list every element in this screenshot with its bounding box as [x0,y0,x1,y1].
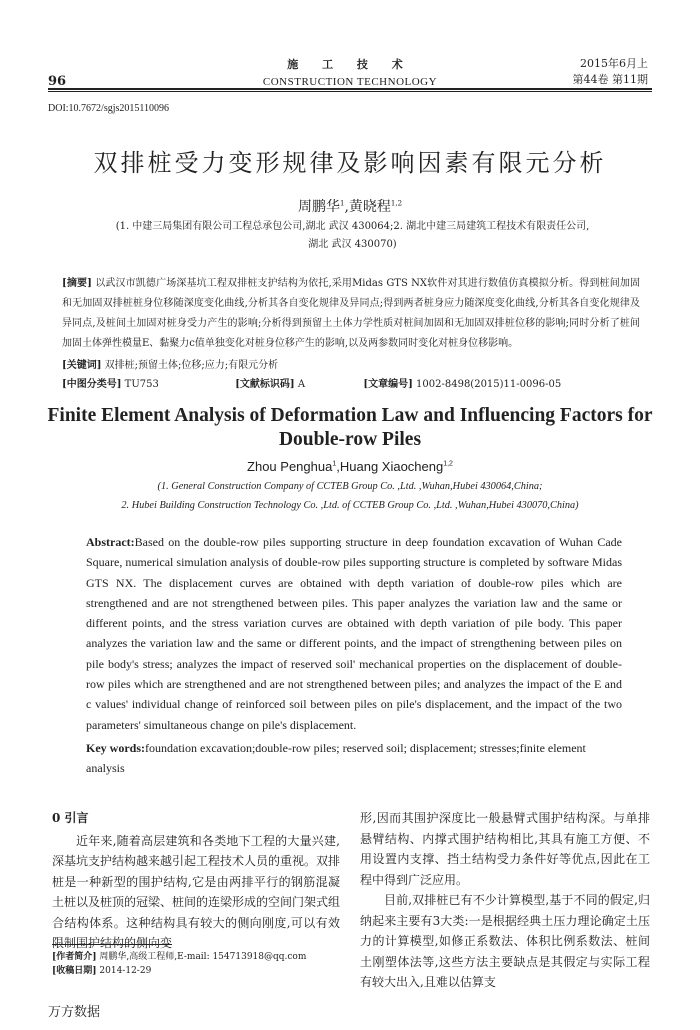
keywords-en [86,738,622,778]
abstract-en [86,532,622,735]
abstract-label: Abstract: [86,535,135,549]
affiliations-en [60,477,640,515]
paragraph: 近年来,随着高层建筑和各类地下工程的大量兴建,深基坑支护结构越来越引起工程技术人员的重视。双排桩是一种新型的围护结构,它是由两排平行的钢筋混凝土桩以及桩顶的冠梁、桩间的连梁形成的空间门架式组合结构体系。这种结构具有较大的侧向刚度,可以有效限制围护结构的侧向变 [52,833,341,950]
footnote-rule [52,944,172,945]
journal-name-cn: 施 工 技 术 [287,58,413,71]
footnote-received [52,964,352,978]
header-rule [48,88,652,90]
affiliations-cn [60,218,645,254]
clc-label: [中图分类号] [62,379,122,390]
doc-code-value: A [297,379,306,390]
author-sup: 1,2 [443,460,453,468]
abstract-text: Based on the double-row piles supporting structure in deep foundation excavation of Wuhan Cade Square, numerical simulation analysis of double-row piles supporting structure is completed by software Midas GTS NX. The displacement curves are obtained with depth variation of double-row piles which are strengthened and are not strengthened between piles. This paper analyzes the variation law and the same or different points, and the stress variation curves are obtained with depth variation of pile body. This paper analyzes the variation law and the same or different points, and the impact of strengthening between piles on pile body's stress; analyzes the impact of reserved soil' mechanical properties on the displacement of double-row piles which are strengthened and are not strengthened between piles; and analyzes the impact of the E and c values' individual change of reinforced soil between piles on pile's displacement, and the impact of the two parameters' simultaneous change on pile's displacement. [86,535,622,732]
doc-code-field [235,375,360,390]
author-name: Zhou Penghua [247,459,333,474]
paragraph: 目前,双排桩已有不少计算模型,基于不同的假定,归纳起来主要有3大类:一是根据经典土压力理论确定土压力的计算模型,如修正系数法、体积比例系数法、桩间土刚塑体法等,这些方法主要缺点是其假定与实际工程有较大出入,且难以估算支 [360,893,650,989]
section-heading: 0 引言 [52,811,89,825]
affiliation-line: 2. Hubei Building Construction Technology Co. ,Ltd. of CCTEB Group Co. ,Ltd. ,Wuhan,Hubei 430070,China) [121,500,579,511]
abstract-text: 以武汉市凯德广场深基坑工程双排桩支护结构为依托,采用Midas GTS NX软件对其进行数值仿真模拟分析。得到桩间加固和无加固双排桩桩身位移随深度变化曲线,分析其各自变化规律及异同点;得到两者桩身应力随深度变化曲线,分析其各自变化规律及异同点,及桩间土加固对桩身受力产生的影响;分析得到预留土土体力学性质对桩间加固和无加固双排桩位移的影响;同时分析了桩间加固土体弹性模量E、黏聚力c值单独变化对桩身位移产生的影响,以及两参数同时变化对桩身位移影响。 [62,278,640,349]
issue-volume: 第44卷 第11期 [572,73,648,86]
affiliation-line: (1. 中建三局集团有限公司工程总承包公司,湖北 武汉 430064;2. 湖北中建三局建筑工程技术有限责任公司, [115,221,590,232]
classification-cn [62,375,640,390]
issue-date: 2015年6月上 [580,57,648,70]
body-column-right [360,808,650,993]
affiliation-line: 湖北 武汉 430070) [308,239,397,250]
footnote-author-info: 周鹏华,高级工程师,E-mail: 154713918@qq.com [99,952,307,962]
doi: DOI:10.7672/sgjs2015110096 [48,103,170,114]
author-name: 黄晓程 [348,199,391,215]
keywords-cn [62,356,640,371]
footnote [52,950,352,978]
clc-value: TU753 [124,379,159,390]
keywords-text: foundation excavation;double-row piles; reserved soil; displacement; stresses;finite element analysis [86,741,586,775]
author-sup: 1,2 [390,199,403,208]
footnote-author [52,950,352,964]
authors-cn: 周鹏华$^1$,黄晓程$^{1,2}$ [297,199,403,215]
title-en: Finite Element Analysis of Deformation Law and Influencing Factors for Double-row Piles [47,405,653,450]
affiliation-line: (1. General Construction Company of CCTEB Group Co. ,Ltd. ,Wuhan,Hubei 430064,China; [157,481,543,492]
footnote-author-label: [作者简介] [52,952,97,962]
paragraph: 形,因而其围护深度比一般悬臂式围护结构深。与单排悬臂结构、内撑式围护结构相比,其具有施工方便、不用设置内支撑、挡土结构受力条件好等优点,因此在工程中得到广泛应用。 [360,811,650,887]
journal-name-en: CONSTRUCTION TECHNOLOGY [262,76,438,88]
clc-field [62,375,232,390]
keywords-label: [关键词] [62,360,102,371]
author-name: Huang Xiaocheng [339,459,444,474]
article-no-field [363,375,561,390]
journal-name [230,56,470,88]
abstract-cn [62,274,640,354]
watermark: 万方数据 [48,1005,101,1020]
article-no-label: [文章编号] [363,379,413,390]
body-column-left [52,808,340,954]
article-no-value: 1002-8498(2015)11-0096-05 [416,379,562,390]
doc-code-label: [文献标识码] [235,379,295,390]
title-cn: 双排桩受力变形规律及影响因素有限元分析 [93,149,607,177]
issue-info [573,56,649,88]
footnote-received-date: 2014-12-29 [99,966,152,976]
keywords-label: Key words: [86,741,145,755]
abstract-label: [摘要] [62,278,92,289]
author-name: 周鹏华 [297,199,340,215]
author-sup: 1 [339,199,345,208]
page-number: 96 [48,74,67,89]
header-rule-thin [48,91,652,92]
footnote-received-label: [收稿日期] [52,966,97,976]
authors-en: Zhou Penghua$^1$,Huang Xiaocheng$^{1,2}$ [247,459,453,474]
author-sup: 1 [332,460,337,468]
keywords-text: 双排桩;预留土体;位移;应力;有限元分析 [104,360,279,371]
